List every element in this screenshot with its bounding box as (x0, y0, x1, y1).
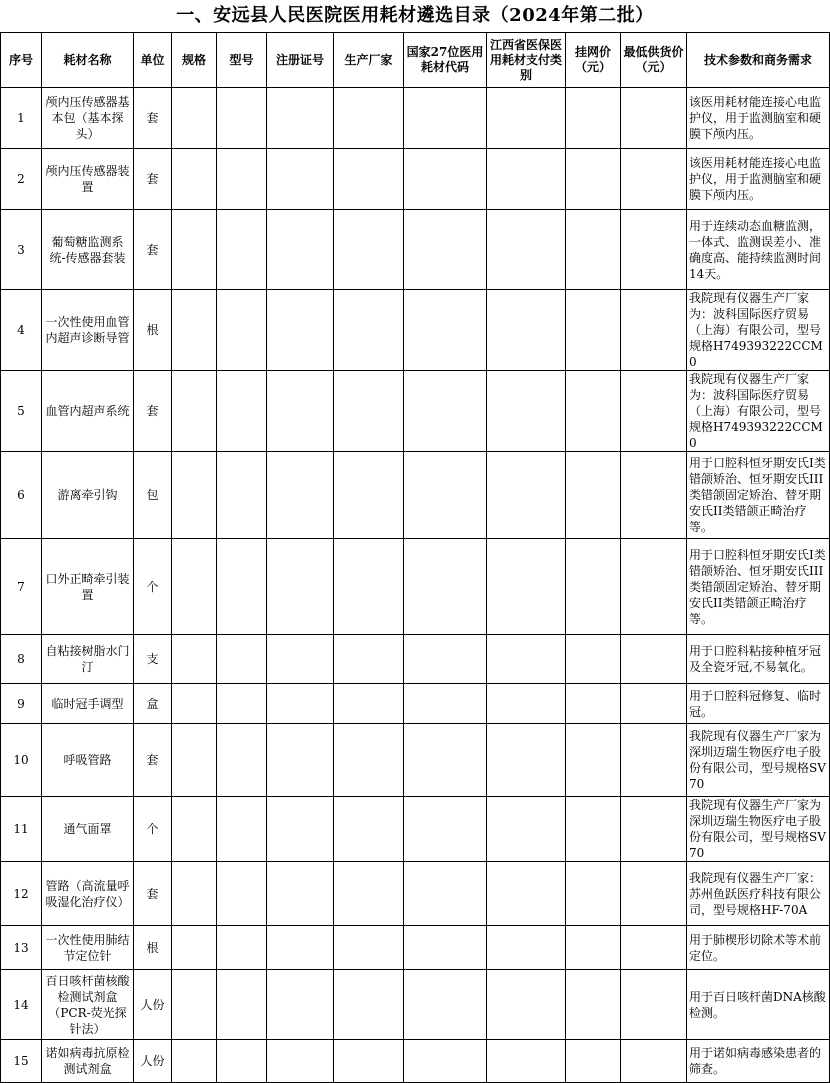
row-national-code (404, 635, 487, 684)
row-model (217, 797, 267, 862)
row-spec (172, 862, 217, 926)
row-model (217, 724, 267, 797)
row-index: 2 (1, 149, 42, 210)
row-index: 13 (1, 926, 42, 970)
row-index: 4 (1, 290, 42, 371)
row-reg-no (267, 635, 334, 684)
row-jiangxi-pay (487, 371, 566, 452)
row-reg-no (267, 926, 334, 970)
row-requirements: 用于口腔科冠修复、临时冠。 (687, 684, 830, 724)
row-unit: 支 (134, 635, 172, 684)
row-listed-price (566, 452, 621, 539)
row-listed-price (566, 926, 621, 970)
row-name: 管路（高流量呼吸湿化治疗仪） (42, 862, 134, 926)
row-manufacturer (334, 862, 404, 926)
row-min-price (621, 684, 687, 724)
row-manufacturer (334, 724, 404, 797)
row-name: 临时冠手调型 (42, 684, 134, 724)
col-header-unit: 单位 (134, 33, 172, 88)
row-unit: 套 (134, 210, 172, 290)
row-spec (172, 684, 217, 724)
row-manufacturer (334, 88, 404, 149)
row-jiangxi-pay (487, 452, 566, 539)
row-jiangxi-pay (487, 635, 566, 684)
col-header-jiangxi-pay: 江西省医保医用耗材支付类别 (487, 33, 566, 88)
row-jiangxi-pay (487, 684, 566, 724)
row-index: 7 (1, 539, 42, 635)
row-model (217, 684, 267, 724)
col-header-model: 型号 (217, 33, 267, 88)
row-requirements: 用于连续动态血糖监测，一体式、监测误差小、准确度高、能持续监测时间14天。 (687, 210, 830, 290)
row-model (217, 635, 267, 684)
row-index: 1 (1, 88, 42, 149)
row-listed-price (566, 684, 621, 724)
row-name: 一次性使用血管内超声诊断导管 (42, 290, 134, 371)
row-name: 葡萄糖监测系统-传感器套装 (42, 210, 134, 290)
row-jiangxi-pay (487, 926, 566, 970)
row-national-code (404, 862, 487, 926)
row-jiangxi-pay (487, 290, 566, 371)
row-name: 自粘接树脂水门汀 (42, 635, 134, 684)
row-jiangxi-pay (487, 210, 566, 290)
row-unit: 人份 (134, 970, 172, 1040)
row-listed-price (566, 371, 621, 452)
row-national-code (404, 539, 487, 635)
row-manufacturer (334, 926, 404, 970)
row-name: 通气面罩 (42, 797, 134, 862)
row-name: 诺如病毒抗原检测试剂盒 (42, 1040, 134, 1083)
row-requirements: 我院现有仪器生产厂家为深圳迈瑞生物医疗电子股份有限公司，型号规格SV70 (687, 797, 830, 862)
row-spec (172, 724, 217, 797)
row-model (217, 970, 267, 1040)
row-national-code (404, 724, 487, 797)
table-row (1, 684, 830, 724)
row-unit: 套 (134, 862, 172, 926)
row-spec (172, 149, 217, 210)
row-reg-no (267, 684, 334, 724)
row-index: 3 (1, 210, 42, 290)
row-reg-no (267, 88, 334, 149)
row-reg-no (267, 149, 334, 210)
row-jiangxi-pay (487, 1040, 566, 1083)
document-title: 一、安远县人民医院医用耗材遴选目录（2024年第二批） (176, 5, 654, 26)
row-reg-no (267, 1040, 334, 1083)
row-unit: 套 (134, 149, 172, 210)
row-unit: 人份 (134, 1040, 172, 1083)
row-listed-price (566, 290, 621, 371)
row-requirements: 用于口腔科粘接种植牙冠及全瓷牙冠,不易氧化。 (687, 635, 830, 684)
row-manufacturer (334, 539, 404, 635)
table-row (1, 290, 830, 371)
row-model (217, 926, 267, 970)
row-unit: 根 (134, 290, 172, 371)
row-listed-price (566, 724, 621, 797)
row-requirements: 我院现有仪器生产厂家为：波科国际医疗贸易（上海）有限公司，型号规格H749393222CCM0 (687, 371, 830, 452)
row-model (217, 290, 267, 371)
row-manufacturer (334, 970, 404, 1040)
table-row (1, 724, 830, 797)
row-listed-price (566, 797, 621, 862)
row-requirements: 用于口腔科恒牙期安氏I类错颌矫治、恒牙期安氏III类错颌固定矫治、替牙期安氏II类错颌正畸治疗等。 (687, 452, 830, 539)
table-row (1, 210, 830, 290)
row-spec (172, 797, 217, 862)
col-header-min-price: 最低供货价（元） (621, 33, 687, 88)
row-unit: 套 (134, 724, 172, 797)
row-requirements: 用于肺楔形切除术等术前定位。 (687, 926, 830, 970)
row-spec (172, 635, 217, 684)
header-row (1, 33, 830, 88)
row-national-code (404, 1040, 487, 1083)
row-unit: 个 (134, 539, 172, 635)
row-national-code (404, 149, 487, 210)
row-index: 5 (1, 371, 42, 452)
row-national-code (404, 88, 487, 149)
row-min-price (621, 724, 687, 797)
row-min-price (621, 210, 687, 290)
row-min-price (621, 149, 687, 210)
row-reg-no (267, 539, 334, 635)
row-model (217, 862, 267, 926)
row-model (217, 539, 267, 635)
row-min-price (621, 290, 687, 371)
row-requirements: 该医用耗材能连接心电监护仪，用于监测脑室和硬膜下颅内压。 (687, 149, 830, 210)
row-model (217, 371, 267, 452)
row-spec (172, 290, 217, 371)
row-name: 血管内超声系统 (42, 371, 134, 452)
row-requirements: 我院现有仪器生产厂家为深圳迈瑞生物医疗电子股份有限公司，型号规格SV70 (687, 724, 830, 797)
row-requirements: 用于百日咳杆菌DNA核酸检测。 (687, 970, 830, 1040)
row-spec (172, 539, 217, 635)
row-index: 14 (1, 970, 42, 1040)
row-min-price (621, 539, 687, 635)
row-model (217, 149, 267, 210)
table-row (1, 797, 830, 862)
row-spec (172, 210, 217, 290)
col-header-manufacturer: 生产厂家 (334, 33, 404, 88)
row-min-price (621, 1040, 687, 1083)
row-index: 11 (1, 797, 42, 862)
row-name: 一次性使用肺结节定位针 (42, 926, 134, 970)
row-national-code (404, 290, 487, 371)
row-national-code (404, 452, 487, 539)
table-row (1, 88, 830, 149)
row-reg-no (267, 970, 334, 1040)
row-reg-no (267, 210, 334, 290)
row-manufacturer (334, 797, 404, 862)
row-index: 10 (1, 724, 42, 797)
row-national-code (404, 926, 487, 970)
table-row (1, 862, 830, 926)
row-jiangxi-pay (487, 862, 566, 926)
row-jiangxi-pay (487, 149, 566, 210)
row-jiangxi-pay (487, 724, 566, 797)
row-requirements: 我院现有仪器生产厂家：苏州鱼跃医疗科技有限公司，型号规格HF-70A (687, 862, 830, 926)
row-listed-price (566, 635, 621, 684)
row-jiangxi-pay (487, 88, 566, 149)
table-row (1, 970, 830, 1040)
row-name: 呼吸管路 (42, 724, 134, 797)
col-header-index: 序号 (1, 33, 42, 88)
row-manufacturer (334, 149, 404, 210)
row-unit: 根 (134, 926, 172, 970)
row-national-code (404, 970, 487, 1040)
table-row (1, 452, 830, 539)
row-manufacturer (334, 1040, 404, 1083)
row-unit: 个 (134, 797, 172, 862)
table-row (1, 371, 830, 452)
row-national-code (404, 797, 487, 862)
row-min-price (621, 926, 687, 970)
col-header-national-code: 国家27位医用耗材代码 (404, 33, 487, 88)
row-index: 9 (1, 684, 42, 724)
row-unit: 盒 (134, 684, 172, 724)
row-unit: 套 (134, 88, 172, 149)
row-manufacturer (334, 290, 404, 371)
row-requirements: 用于诺如病毒感染患者的筛查。 (687, 1040, 830, 1083)
col-header-listed-price: 挂网价（元） (566, 33, 621, 88)
row-index: 12 (1, 862, 42, 926)
row-listed-price (566, 539, 621, 635)
table-body (1, 88, 830, 1083)
row-reg-no (267, 452, 334, 539)
row-reg-no (267, 862, 334, 926)
row-spec (172, 1040, 217, 1083)
row-model (217, 452, 267, 539)
row-model (217, 210, 267, 290)
row-reg-no (267, 290, 334, 371)
table-row (1, 539, 830, 635)
row-listed-price (566, 149, 621, 210)
row-model (217, 88, 267, 149)
row-manufacturer (334, 684, 404, 724)
row-requirements: 用于口腔科恒牙期安氏I类错颌矫治、恒牙期安氏III类错颌固定矫治、替牙期安氏II类错颌正畸治疗等。 (687, 539, 830, 635)
row-reg-no (267, 797, 334, 862)
row-jiangxi-pay (487, 970, 566, 1040)
row-min-price (621, 862, 687, 926)
row-manufacturer (334, 452, 404, 539)
row-spec (172, 970, 217, 1040)
row-listed-price (566, 1040, 621, 1083)
row-listed-price (566, 970, 621, 1040)
row-min-price (621, 452, 687, 539)
row-model (217, 1040, 267, 1083)
row-spec (172, 88, 217, 149)
row-requirements: 该医用耗材能连接心电监护仪，用于监测脑室和硬膜下颅内压。 (687, 88, 830, 149)
row-min-price (621, 797, 687, 862)
row-reg-no (267, 724, 334, 797)
table-row (1, 635, 830, 684)
row-unit: 包 (134, 452, 172, 539)
row-spec (172, 452, 217, 539)
row-jiangxi-pay (487, 797, 566, 862)
row-manufacturer (334, 210, 404, 290)
row-index: 6 (1, 452, 42, 539)
table-row (1, 1040, 830, 1083)
row-requirements: 我院现有仪器生产厂家为：波科国际医疗贸易（上海）有限公司，型号规格H749393222CCM0 (687, 290, 830, 371)
row-name: 口外正畸牵引装置 (42, 539, 134, 635)
row-manufacturer (334, 371, 404, 452)
row-national-code (404, 371, 487, 452)
row-min-price (621, 970, 687, 1040)
row-listed-price (566, 88, 621, 149)
row-min-price (621, 371, 687, 452)
row-listed-price (566, 862, 621, 926)
row-name: 游离牵引钩 (42, 452, 134, 539)
row-reg-no (267, 371, 334, 452)
row-min-price (621, 88, 687, 149)
col-header-name: 耗材名称 (42, 33, 134, 88)
row-name: 颅内压传感器装置 (42, 149, 134, 210)
row-jiangxi-pay (487, 539, 566, 635)
table-row (1, 149, 830, 210)
col-header-reg-no: 注册证号 (267, 33, 334, 88)
row-national-code (404, 684, 487, 724)
col-header-requirements: 技术参数和商务需求 (687, 33, 830, 88)
row-national-code (404, 210, 487, 290)
table-row (1, 926, 830, 970)
row-index: 15 (1, 1040, 42, 1083)
row-spec (172, 926, 217, 970)
row-min-price (621, 635, 687, 684)
row-unit: 套 (134, 371, 172, 452)
row-manufacturer (334, 635, 404, 684)
row-listed-price (566, 210, 621, 290)
row-index: 8 (1, 635, 42, 684)
row-name: 百日咳杆菌核酸检测试剂盒（PCR-荧光探针法） (42, 970, 134, 1040)
row-name: 颅内压传感器基本包（基本探头） (42, 88, 134, 149)
row-spec (172, 371, 217, 452)
col-header-spec: 规格 (172, 33, 217, 88)
consumables-table (0, 32, 830, 1083)
